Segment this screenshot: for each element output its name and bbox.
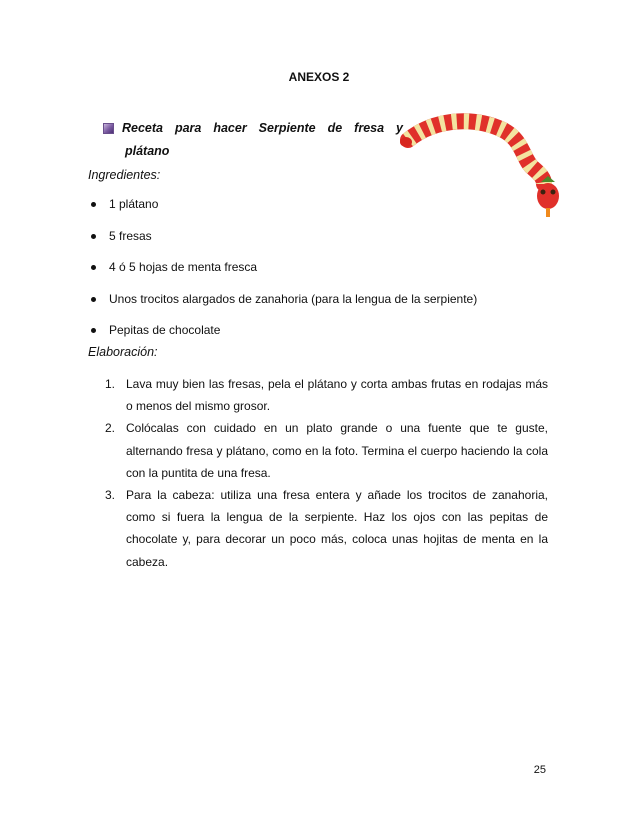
list-item: Unos trocitos alargados de zanahoria (para la lengua de la serpiente) [88, 291, 477, 323]
step-text: Lava muy bien las fresas, pela el plátano y corta ambas frutas en rodajas más o menos del mismo grosor. [126, 377, 548, 414]
ingredients-label: Ingredientes: [88, 168, 161, 182]
step-text: Para la cabeza: utiliza una fresa entera y añade los trocitos de zanahoria, como si fuera la lengua de la serpiente. Haz los ojos con las pepitas de chocolate y, para decorar un poco más, coloca unas hojitas de menta en la cabeza. [126, 488, 548, 569]
list-item: Pepitas de chocolate [88, 322, 477, 354]
step-item [105, 373, 548, 417]
snake-tail [400, 137, 412, 147]
heading-word: hacer [213, 121, 247, 135]
step-number: 1. [105, 377, 116, 391]
heading-word: de [327, 121, 343, 135]
step-number: 3. [105, 488, 116, 503]
step-item [105, 417, 548, 484]
heading-word: Serpiente [258, 121, 316, 135]
heading-word: Receta [122, 121, 163, 135]
recipe-heading-line1 [103, 117, 403, 140]
heading-word: y [396, 121, 403, 135]
snake-body [408, 121, 544, 184]
heading-word: fresa [354, 121, 385, 135]
list-item: 4 ó 5 hojas de menta fresca [88, 259, 477, 291]
ingredients-list [88, 196, 477, 354]
recipe-heading [103, 117, 403, 163]
list-item: 1 plátano [88, 196, 477, 228]
elaboration-label: Elaboración: [88, 345, 158, 359]
recipe-heading-words [122, 117, 403, 140]
heading-word: para [174, 121, 202, 135]
list-item: 5 fresas [88, 228, 477, 260]
step-text: Colócalas con cuidado en un plato grande o una fuente que te guste, alternando fresa y plátano, como en la foto. Termina el cuerpo haciendo la cola con la puntita de una fresa. [126, 421, 548, 480]
square-bullet-icon [103, 123, 114, 134]
recipe-heading-line2: plátano [125, 144, 170, 158]
page-number: 25 [533, 764, 546, 776]
page-title: ANEXOS 2 [288, 70, 350, 84]
step-item [105, 484, 548, 573]
step-number: 2. [105, 421, 116, 436]
elaboration-steps [105, 373, 548, 573]
